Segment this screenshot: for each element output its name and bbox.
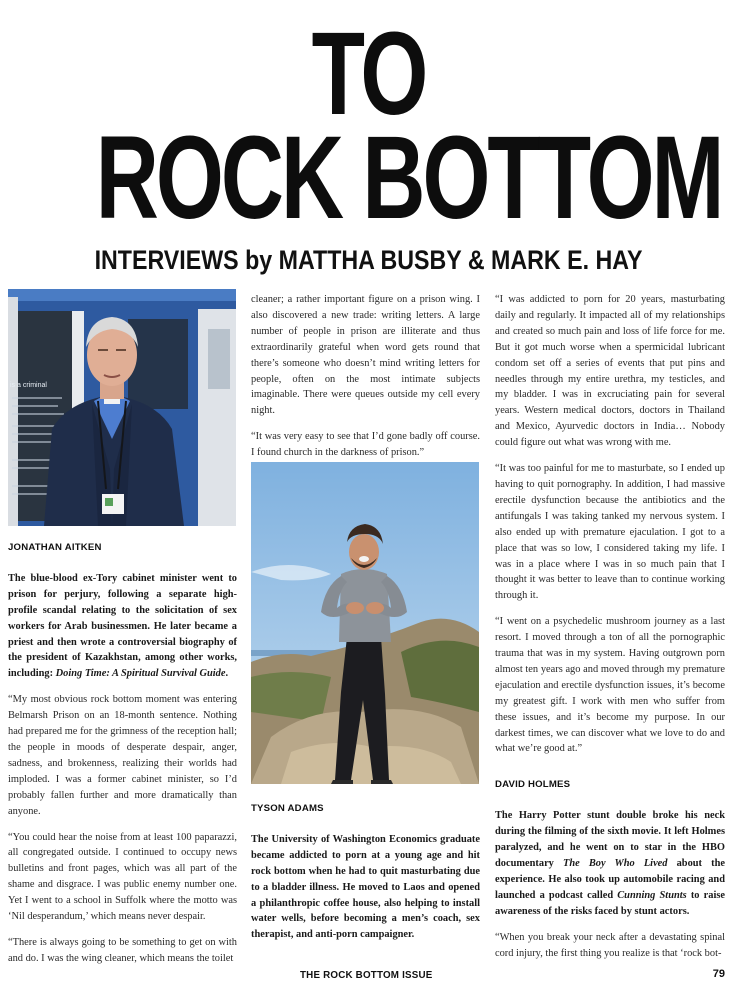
adams-paragraph: “I was addicted to porn for 20 years, masturbating daily and regularly. It impacted all of my relationships and created so much pain and loss of life force for me. But it got much worse when a spermicidal lubricant condom set off a series of events that put pins and needles through my entire urethra, my testicles, and my bladder. I was in excruciating pain for several years. Western medical doctors, doctors in Thailand and Mexico, Ayurvedic doctors in India… Nobody could figure out what was wrong with me. [495,294,725,449]
adams-column [251,801,480,953]
aitken-intro [8,571,237,682]
aitken-intro-text: The blue-blood ex-Tory cabinet minister went to prison for perjury, following a separate high-profile scandal relating to the solicitation of sex workers for Arab businessmen. He later became a priest and then wrote a controversial biography of the president of Kazakhstan, among other works, including: [8,572,237,680]
holmes-intro [495,808,725,919]
headline-line-2: ROCK BOTTOM [95,112,722,244]
aitken-intro-end: . [225,668,229,680]
footer-issue-title: THE ROCK BOTTOM ISSUE [300,970,433,981]
aitken-name: JONATHAN AITKEN [8,542,102,553]
holmes-documentary-title: The Boy Who Lived [563,858,668,869]
adams-intro: The University of Washington Economics graduate became addicted to porn at a young age and hit rock bottom when he had to quit masturbating due to a bladder illness. He moved to Laos and opened a philanthropic coffee house, also helping to install water wells, before becoming a men’s coach, sex therapist, and anti-porn campaigner. [251,833,480,941]
aitken-paragraph: “My most obvious rock bottom moment was entering Belmarsh Prison on an 18-month sentence. Nothing had prepared me for the grimness of the reception hall; the people in moods of desperate despair, anger, sadness, and brokenness, realizing their worlds had imploded. I was a former cabinet minister, so I’d probably fallen further and more dramatically than anyone. [8,694,237,817]
adams-paragraph: “I went on a psychedelic mushroom journey as a last resort. I moved through a ton of all the pornographic trauma that was in my system. Having outgrown porn almost ten years ago and moved through my premature ejaculation and erectile dysfunction issues, it’s become my greatest gift. I work with men who suffer from these issues, and it’s become my purpose. In our darkest times, we can discover what we love to do and what we’re good at.” [495,616,725,755]
holmes-podcast-title: Cunning Stunts [617,889,687,901]
aitken-column-continued [251,292,480,471]
byline: INTERVIEWS by MATTHA BUSBY & MARK E. HAY [94,245,643,275]
headline-line-1: TO [311,8,426,140]
holmes-intro-text: about the experience. He also took up automobile racing and launched a podcast called [495,858,725,901]
aitken-photo [8,289,236,526]
sign-text: is a criminal [10,382,47,389]
page-number: 79 [712,968,725,980]
holmes-name: DAVID HOLMES [495,779,571,791]
holmes-paragraph: “When you break your neck after a devastating spinal cord injury, the first thing you realize is that ‘rock bot- [495,931,725,959]
adams-paragraph: “It was too painful for me to masturbate, so I ended up having to quit pornography. In addition, I had massive erectile dysfunction because the antibiotics and the antifungals I was taking tanked my nervous system. I also ended up with premature ejaculation. I got to a place that was so low, I considered taking my life. I was in a place where I was in so much pain that I thought it was better to leave than to continue working through it. [495,463,725,602]
holmes-intro-text: to raise awareness of the risks faced by stunt actors. [495,889,725,917]
right-column [495,292,725,971]
aitken-book-title: Doing Time: A Spiritual Survival Guide [55,668,226,680]
aitken-column [8,540,237,977]
holmes-intro-text: The Harry Potter stunt double broke his neck during the filming of the sixth movie. It left Holmes paralyzed, and he went on to star in the HBO documentary [495,810,725,869]
aitken-paragraph: “It was very easy to see that I’d gone badly off course. I found church in the darkness of prison.” [251,431,480,459]
adams-photo [251,462,479,784]
aitken-paragraph: “You could hear the noise from at least 100 paparazzi, all congregated outside. I continued to occupy news bulletins and front pages, which was all part of the shame and disgrace. I was public enemy number one. Yet I went to a school in Suffolk where the motto was ‘Nil desperandum,’ which means never despair. [8,831,237,923]
aitken-paragraph: cleaner; a rather important figure on a prison wing. I also discovered a new trade: writing letters. A large number of people in prison are illiterate and thus extraordinarily grateful when word gets round that there’s someone who doesn’t mind writing letters for people, often on the most intimate subjects imaginable. There were queues outside my cell every night. [251,294,480,417]
adams-name: TYSON ADAMS [251,803,324,814]
aitken-paragraph: “There is always going to be something to get on with and do. I was the wing cleaner, which means the toilet [8,936,237,964]
